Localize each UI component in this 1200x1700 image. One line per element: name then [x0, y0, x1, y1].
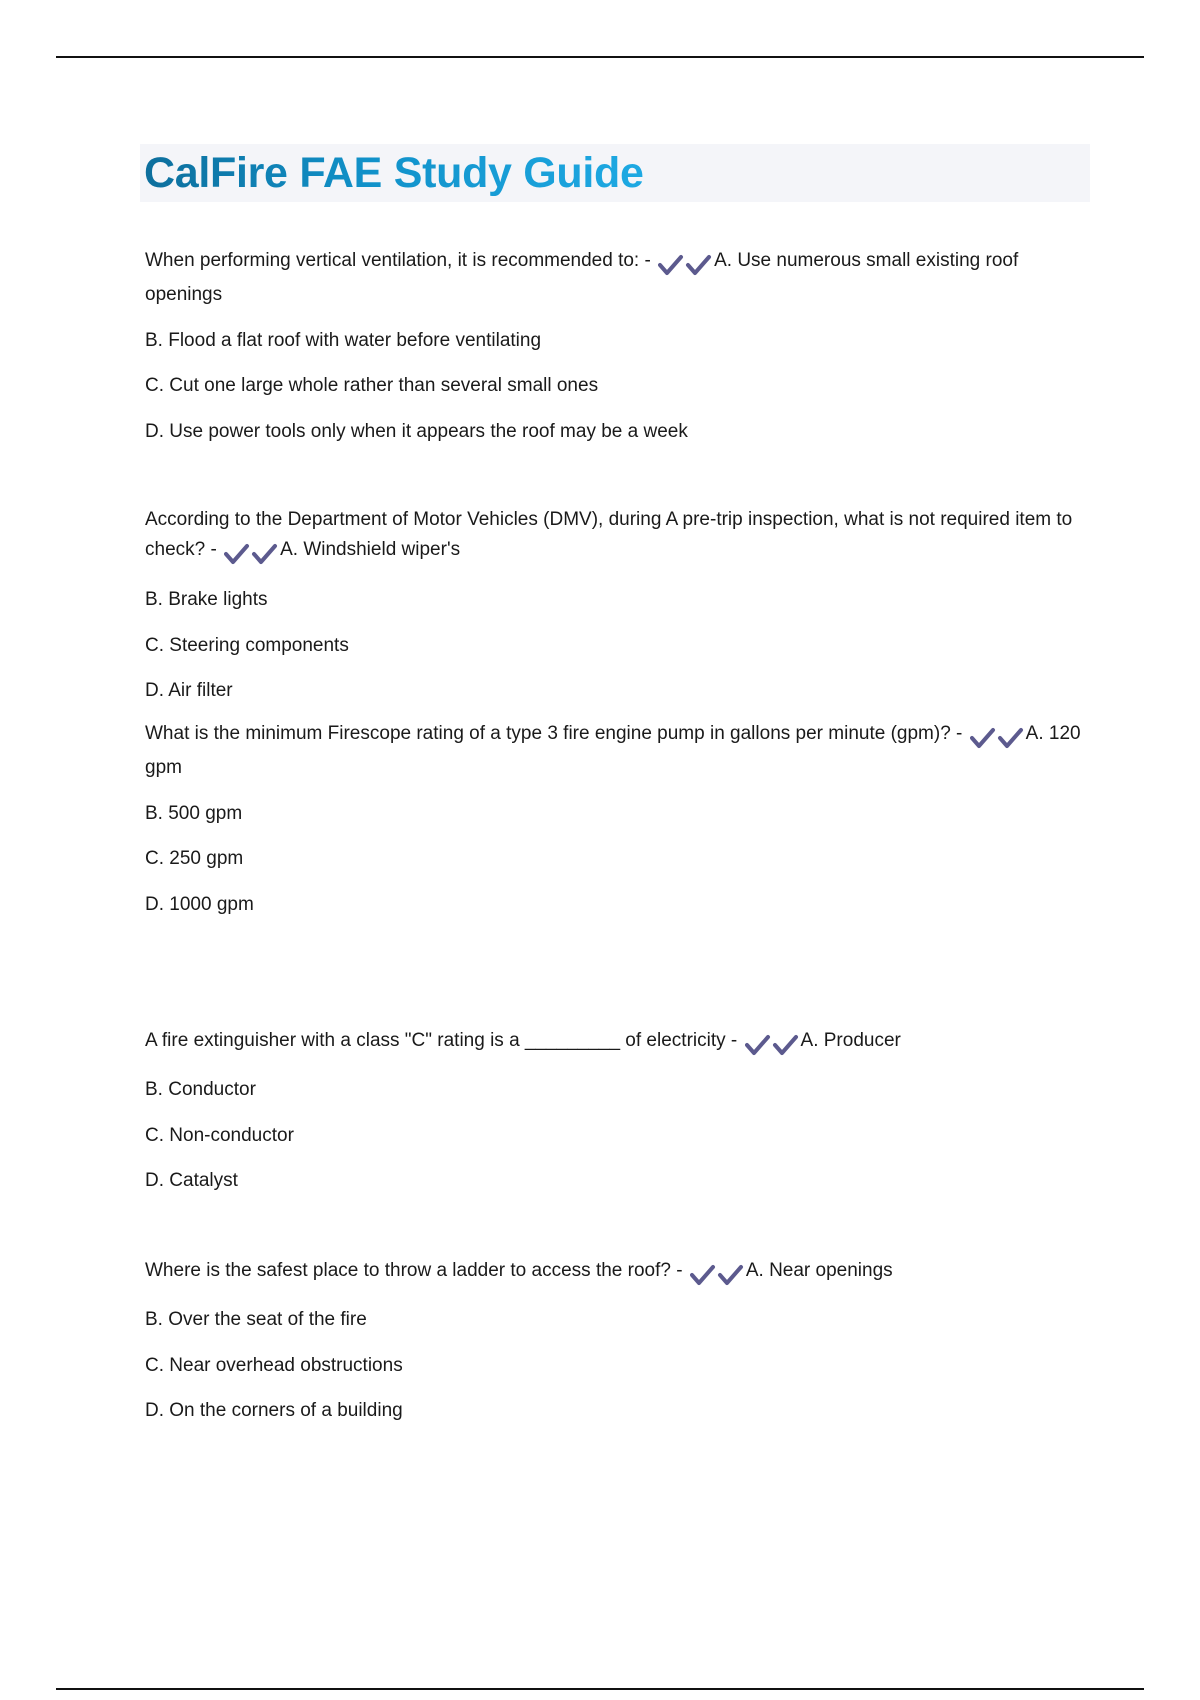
- question-5-option-d: D. On the corners of a building: [145, 1400, 403, 1421]
- question-2-option-b: B. Brake lights: [145, 589, 268, 610]
- double-check-icon: [690, 1260, 744, 1290]
- question-3-option-b: B. 500 gpm: [145, 803, 243, 824]
- question-1-text: When performing vertical ventilation, it is recommended to: -: [145, 250, 651, 271]
- question-5-answer: A. Near openings: [745, 1260, 893, 1281]
- question-1-option-c: C. Cut one large whole rather than several small ones: [145, 375, 599, 396]
- question-3-option-c: C. 250 gpm: [145, 848, 244, 869]
- title-banner: [140, 144, 1090, 202]
- question-4-option-d: D. Catalyst: [145, 1170, 238, 1191]
- question-1-stem: [145, 246, 1095, 310]
- question-1-option-b: B. Flood a flat roof with water before ventilating: [145, 330, 542, 351]
- question-4: [145, 1026, 1095, 1196]
- question-3-text: What is the minimum Firescope rating of a type 3 fire engine pump in gallons per minute (gpm)? -: [145, 723, 963, 744]
- document-body: [142, 144, 1092, 202]
- question-2-stem: [145, 505, 1095, 569]
- double-check-icon: [224, 539, 278, 569]
- question-4-option-c: C. Non-conductor: [145, 1125, 294, 1146]
- question-4-text: A fire extinguisher with a class "C" rating is a _________ of electricity -: [145, 1030, 738, 1051]
- question-5-stem: [145, 1256, 1095, 1290]
- question-5-option-b: B. Over the seat of the fire: [145, 1309, 367, 1330]
- question-2: [145, 505, 1095, 706]
- question-4-stem: [145, 1026, 1095, 1060]
- bottom-rule: [56, 1688, 1144, 1690]
- question-3-option-d: D. 1000 gpm: [145, 894, 254, 915]
- question-4-option-b: B. Conductor: [145, 1079, 256, 1100]
- question-1-answer: A. Use numerous small existing roof openings: [145, 250, 1019, 305]
- double-check-icon: [970, 723, 1024, 753]
- question-5: [145, 1256, 1095, 1426]
- document-title: CalFire FAE Study Guide: [140, 149, 644, 198]
- question-1: [145, 246, 1095, 447]
- question-2-option-d: D. Air filter: [145, 680, 233, 701]
- question-5-text: Where is the safest place to throw a ladder to access the roof? -: [145, 1260, 683, 1281]
- question-3: [145, 719, 1095, 920]
- question-2-text: According to the Department of Motor Vehicles (DMV), during A pre-trip inspection, what is not required item to check? -: [145, 509, 1073, 560]
- top-rule: [56, 56, 1144, 58]
- double-check-icon: [745, 1030, 799, 1060]
- double-check-icon: [658, 250, 712, 280]
- question-3-stem: [145, 719, 1095, 783]
- question-5-option-c: C. Near overhead obstructions: [145, 1355, 403, 1376]
- question-3-answer: A. 120 gpm: [145, 723, 1081, 778]
- question-2-answer: A. Windshield wiper's: [280, 539, 461, 560]
- question-4-answer: A. Producer: [800, 1030, 901, 1051]
- question-1-option-d: D. Use power tools only when it appears the roof may be a week: [145, 421, 688, 442]
- question-2-option-c: C. Steering components: [145, 635, 349, 656]
